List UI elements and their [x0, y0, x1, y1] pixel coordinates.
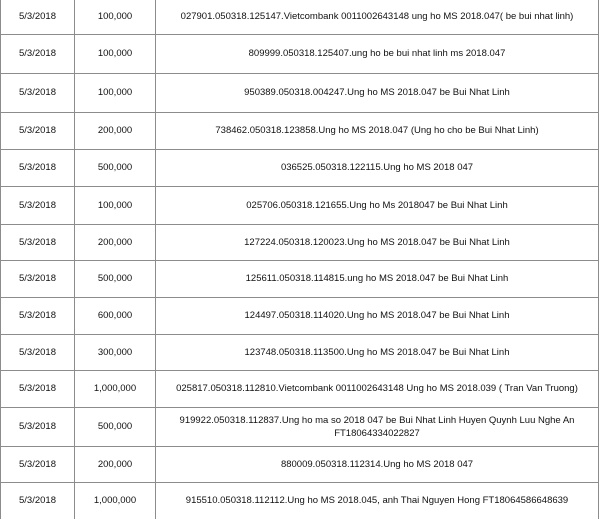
amount-cell: 100,000 — [75, 34, 156, 73]
table-row — [1, 149, 599, 186]
description-cell: 950389.050318.004247.Ung ho MS 2018.047 be Bui Nhat Linh — [156, 73, 599, 112]
amount-cell: 500,000 — [75, 260, 156, 297]
amount-cell: 200,000 — [75, 112, 156, 149]
amount-cell: 100,000 — [75, 0, 156, 34]
amount-cell: 100,000 — [75, 73, 156, 112]
date-cell: 5/3/2018 — [1, 297, 75, 334]
description-cell: 036525.050318.122115.Ung ho MS 2018 047 — [156, 149, 599, 186]
description-cell: 025817.050318.112810.Vietcombank 0011002643148 Ung ho MS 2018.039 ( Tran Van Truong) — [156, 370, 599, 407]
date-cell: 5/3/2018 — [1, 0, 75, 34]
date-cell: 5/3/2018 — [1, 482, 75, 519]
amount-cell: 200,000 — [75, 224, 156, 260]
table-row — [1, 297, 599, 334]
date-cell: 5/3/2018 — [1, 446, 75, 482]
date-cell: 5/3/2018 — [1, 34, 75, 73]
date-cell: 5/3/2018 — [1, 260, 75, 297]
date-cell: 5/3/2018 — [1, 407, 75, 446]
date-cell: 5/3/2018 — [1, 73, 75, 112]
date-cell: 5/3/2018 — [1, 112, 75, 149]
table-row — [1, 446, 599, 482]
table-row — [1, 73, 599, 112]
date-cell: 5/3/2018 — [1, 334, 75, 370]
description-cell: 809999.050318.125407.ung ho be bui nhat linh ms 2018.047 — [156, 34, 599, 73]
date-cell: 5/3/2018 — [1, 370, 75, 407]
amount-cell: 1,000,000 — [75, 370, 156, 407]
description-cell: 123748.050318.113500.Ung ho MS 2018.047 be Bui Nhat Linh — [156, 334, 599, 370]
amount-cell: 1,000,000 — [75, 482, 156, 519]
table-row — [1, 370, 599, 407]
description-cell: 738462.050318.123858.Ung ho MS 2018.047 (Ung ho cho be Bui Nhat Linh) — [156, 112, 599, 149]
amount-cell: 100,000 — [75, 186, 156, 224]
amount-cell: 200,000 — [75, 446, 156, 482]
description-cell: 125611.050318.114815.ung ho MS 2018.047 be Bui Nhat Linh — [156, 260, 599, 297]
date-cell: 5/3/2018 — [1, 186, 75, 224]
table-row — [1, 34, 599, 73]
date-cell: 5/3/2018 — [1, 149, 75, 186]
table-row — [1, 407, 599, 446]
amount-cell: 600,000 — [75, 297, 156, 334]
description-cell: 124497.050318.114020.Ung ho MS 2018.047 be Bui Nhat Linh — [156, 297, 599, 334]
table-row — [1, 112, 599, 149]
table-row — [1, 334, 599, 370]
table-row — [1, 186, 599, 224]
table-row — [1, 260, 599, 297]
amount-cell: 500,000 — [75, 407, 156, 446]
description-cell: 025706.050318.121655.Ung ho Ms 2018047 be Bui Nhat Linh — [156, 186, 599, 224]
table-row — [1, 482, 599, 519]
table-row — [1, 0, 599, 34]
description-cell: 915510.050318.112112.Ung ho MS 2018.045, anh Thai Nguyen Hong FT18064586648639 — [156, 482, 599, 519]
description-cell: 880009.050318.112314.Ung ho MS 2018 047 — [156, 446, 599, 482]
table-row — [1, 224, 599, 260]
description-cell: 127224.050318.120023.Ung ho MS 2018.047 be Bui Nhat Linh — [156, 224, 599, 260]
amount-cell: 500,000 — [75, 149, 156, 186]
amount-cell: 300,000 — [75, 334, 156, 370]
date-cell: 5/3/2018 — [1, 224, 75, 260]
description-cell: 027901.050318.125147.Vietcombank 0011002643148 ung ho MS 2018.047( be bui nhat linh) — [156, 0, 599, 34]
description-cell: 919922.050318.112837.Ung ho ma so 2018 047 be Bui Nhat Linh Huyen Quynh Luu Nghe An FT18064334022827 — [156, 407, 599, 446]
